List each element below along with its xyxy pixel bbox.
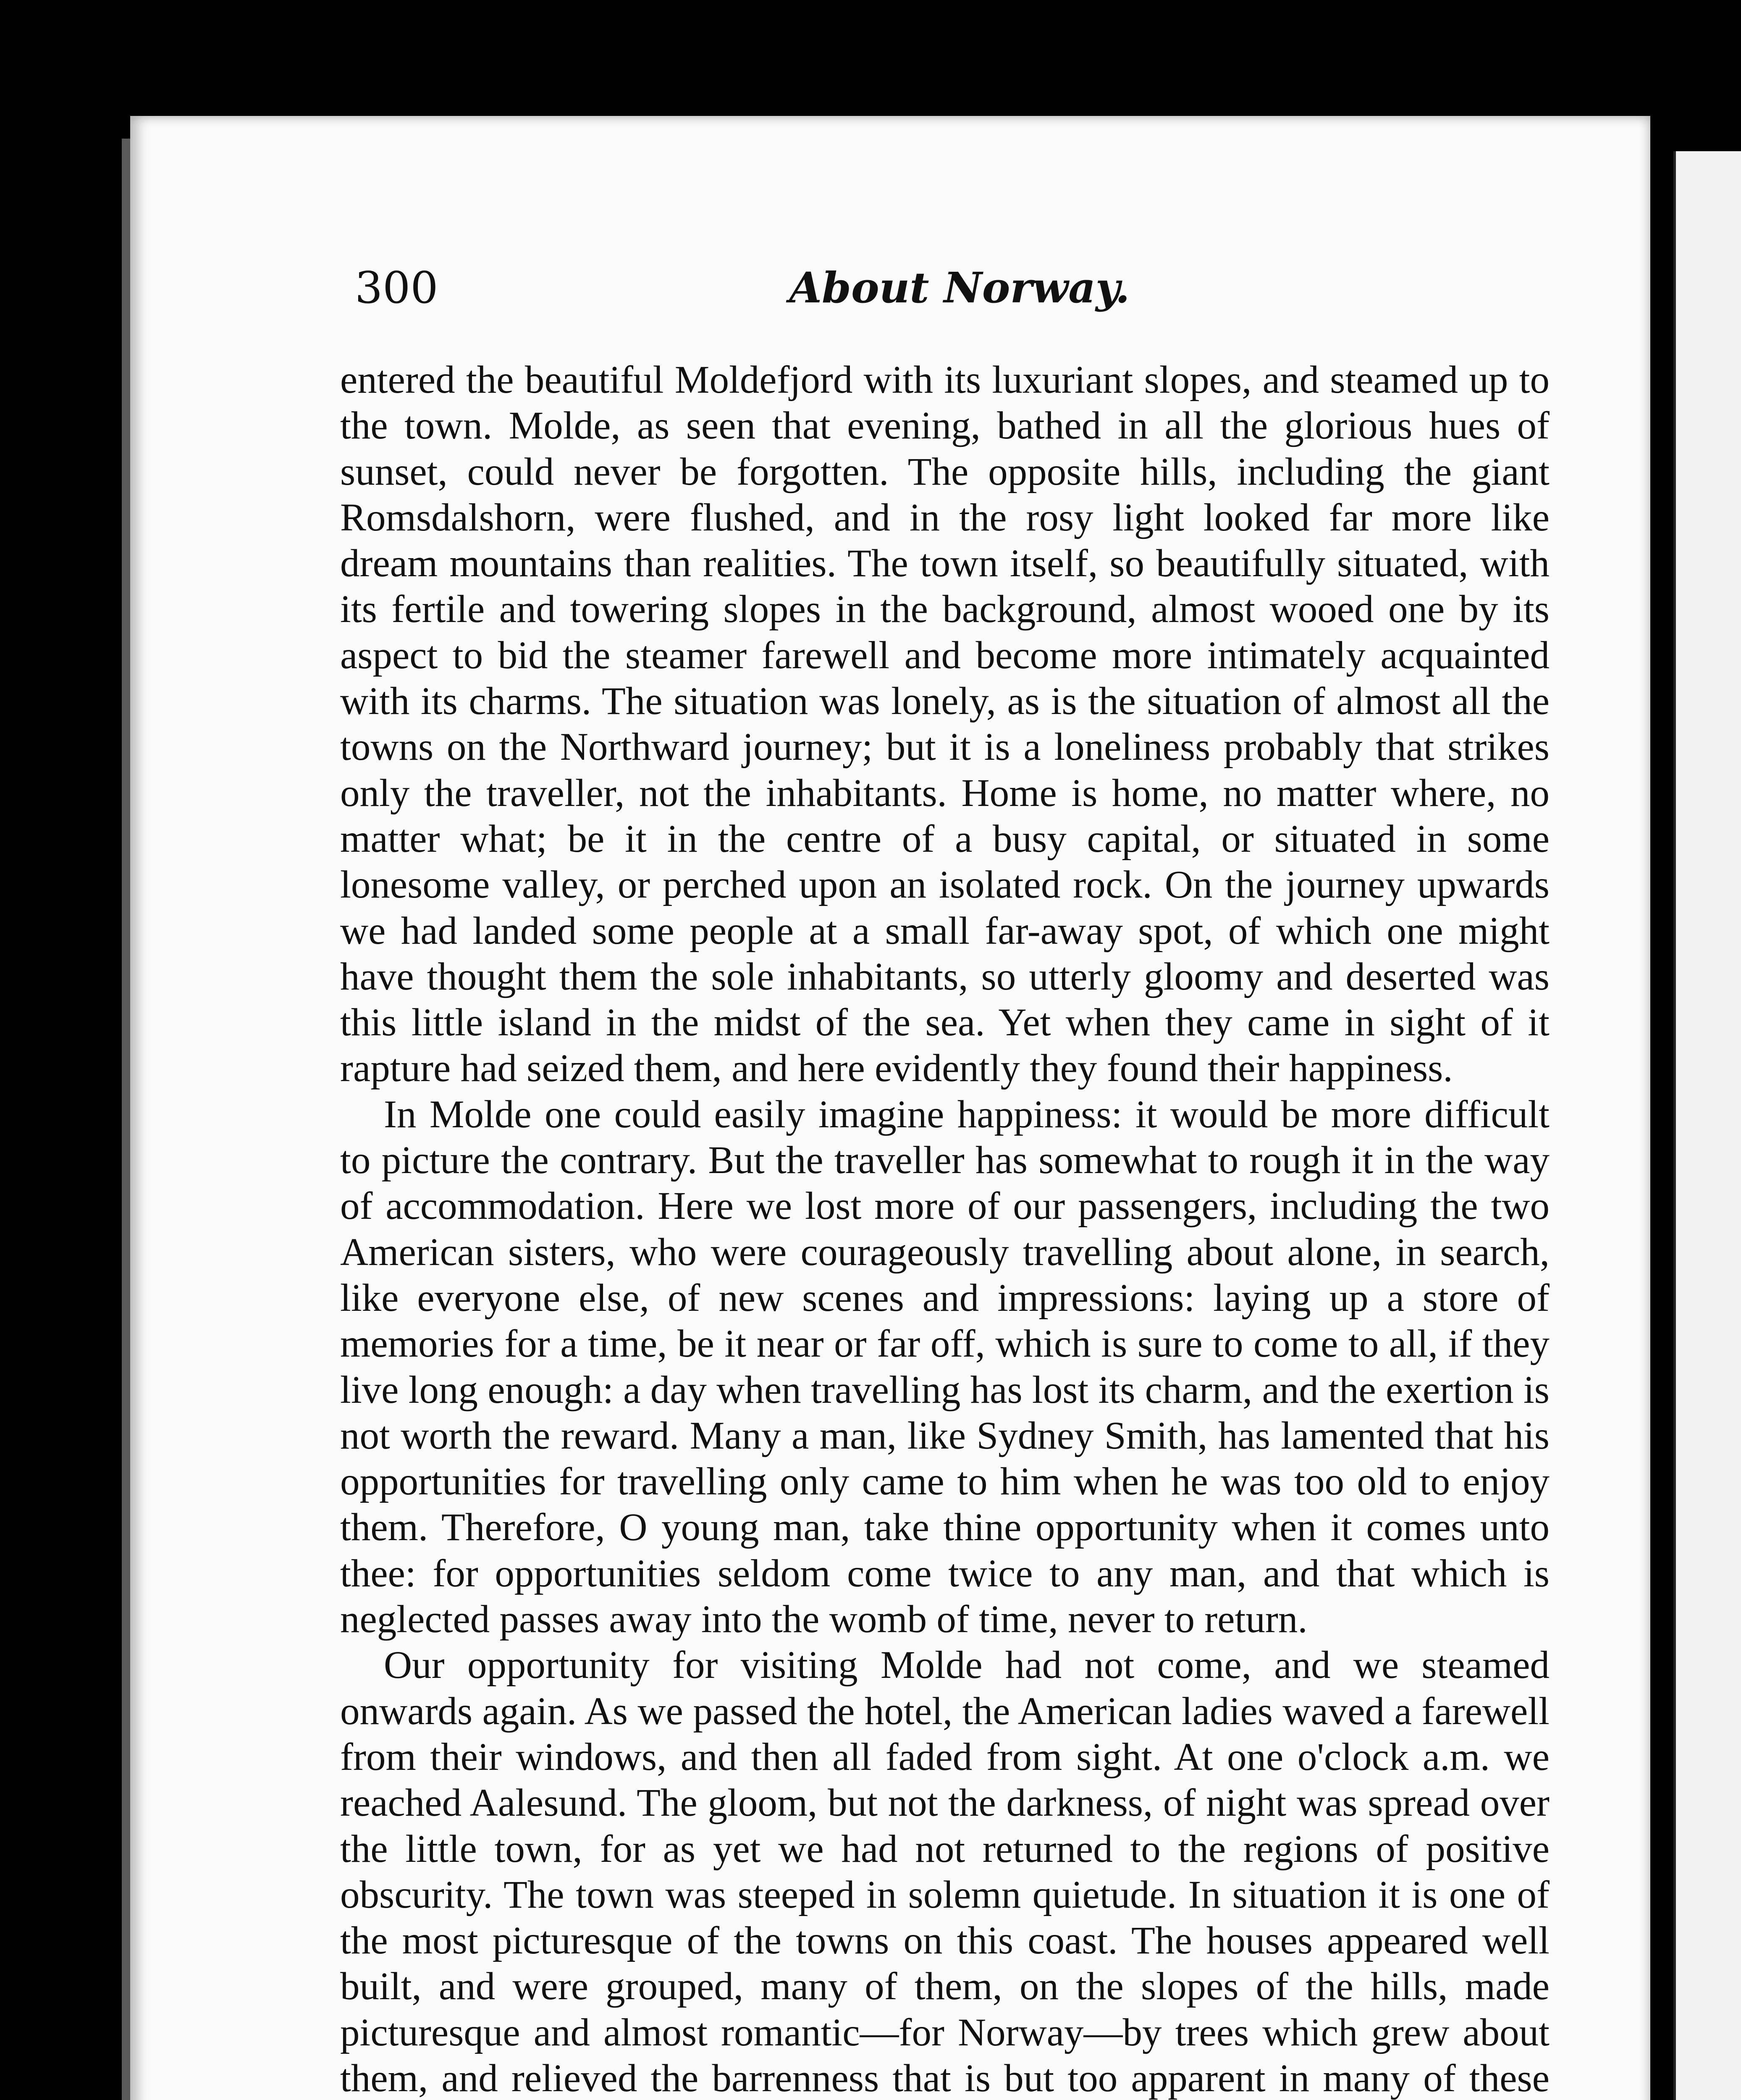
paragraph-1: entered the beautiful Moldefjord with its luxuriant slopes, and steamed up to the town. Molde, as seen that evening, bathed in all the glorious hues of sunset, could never be forgotten. The opposite hills, including the giant Romsdalshorn, were flushed, and in the rosy light looked far more like dream mountains than realities. The town itself, so beautifully situated, with its fertile and towering slopes in the background, almost wooed one by its aspect to bid the steamer farewell and become more intimately acquainted with its charms. The situation was lonely, as is the situation of almost all the towns on the Northward journey; but it is a loneliness probably that strikes only the traveller, not the inhabitants. Home is home, no matter where, no matter what; be it in the centre of a busy capital, or situated in some lonesome valley, or perched upon an isolated rock. On the journey upwards we had landed some people at a small far-away spot, of which one might have thought them the sole inhabitants, so utterly gloomy and deserted was this little island in the midst of the sea. Yet when they came in sight of it rapture had seized them, and here evidently they found their happiness. (340, 358, 1550, 1090)
running-title: About Norway. (789, 263, 1130, 312)
page-header (355, 252, 1564, 323)
next-page-edge (1673, 151, 1741, 2100)
body-text (340, 357, 1550, 2100)
page-number: 300 (355, 262, 438, 313)
paragraph-3: Our opportunity for visiting Molde had not come, and we steamed onwards again. As we passed the hotel, the American ladies waved a farewell from their windows, and then all faded from sight. At one o'clock a.m. we reached Aalesund. The gloom, but not the darkness, of night was spread over the little town, for as yet we had not returned to the regions of positive obscurity. The town was steeped in solemn quietude. In situation it is one of the most picturesque of the towns on this coast. The houses appeared well built, and were grouped, many of them, on the slopes of the hills, made picturesque and almost romantic—for Norway—by trees which grew about them, and relieved the barrenness that is but too apparent in many of these (340, 1643, 1550, 2100)
paragraph-2: In Molde one could easily imagine happiness: it would be more difficult to picture the contrary. But the traveller has somewhat to rough it in the way of accommodation. Here we lost more of our passengers, including the two American sisters, who were courageously travelling about alone, in search, like everyone else, of new scenes and impressions: laying up a store of memories for a time, be it near or far off, which is sure to come to all, if they live long enough: a day when travelling has lost its charm, and the exertion is not worth the reward. Many a man, like Sydney Smith, has lamented that his opportunities for travelling only came to him when he was too old to enjoy them. Therefore, O young man, take thine opportunity when it comes unto thee: for opportunities seldom come twice to any man, and that which is neglected passes away into the womb of time, never to return. (340, 1092, 1550, 1641)
